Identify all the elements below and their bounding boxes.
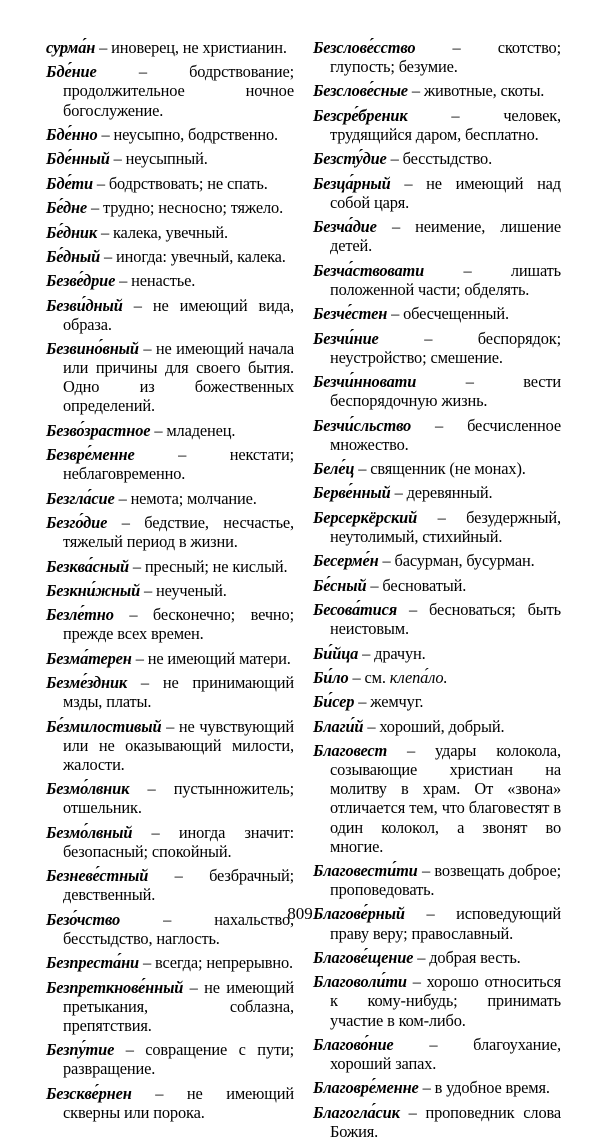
entry-definition: – хорошо относиться к кому-нибудь; принимать участие в ком-либо. (330, 972, 561, 1030)
dictionary-entry (313, 600, 561, 638)
entry-definition: – бесчисленное множество. (330, 415, 561, 454)
entry-term: Безсту́дие (313, 149, 387, 169)
entry-definition: – вести беспорядочную жизнь. (330, 372, 561, 411)
entry-definition: – не имеющий претыкания, соблазна, препятствия. (63, 977, 294, 1035)
dictionary-entry (313, 459, 561, 478)
dictionary-entry (46, 271, 294, 290)
dictionary-entry (46, 339, 294, 415)
dictionary-entry (313, 1035, 561, 1073)
dictionary-entry (46, 953, 294, 972)
entry-term: Безви́дный (46, 295, 123, 315)
entry-term: Безме́здник (46, 673, 128, 693)
entry-definition: – не имеющий вида, образа. (63, 295, 294, 334)
entry-term: Би́ло (313, 667, 349, 687)
dictionary-entry (46, 445, 294, 483)
entry-definition: – исповедующий праву веру; православный. (330, 904, 561, 943)
entry-definition: – бодрствование; продолжительное ночное богослужение. (63, 62, 294, 120)
entry-definition: – бодрствовать; не спать. (92, 173, 268, 193)
entry-definition: – животные, скоты. (407, 81, 545, 101)
entry-term: Бе́дный (46, 246, 101, 266)
dictionary-entry (46, 717, 294, 774)
entry-term: Благи́й (313, 716, 364, 736)
entry-term: Би́йца (313, 643, 359, 663)
entry-definition: – совращение с пути; развращение. (63, 1040, 294, 1079)
entry-definition: – не принимающий мзды, платы. (63, 673, 294, 712)
dictionary-entry (46, 649, 294, 668)
dictionary-entry (313, 861, 561, 899)
dictionary-entry (313, 644, 561, 663)
entry-definition: – благоухание, хороший запах. (330, 1034, 561, 1074)
entry-definition: – скотство; глупость; безумие. (330, 38, 561, 77)
dictionary-entry (46, 198, 294, 217)
dictionary-entry (46, 296, 294, 334)
entry-definition: – всегда; непрерывно. (139, 953, 293, 973)
entry-term: Благоволи́ти (313, 972, 407, 992)
dictionary-entry (46, 978, 294, 1035)
entry-term: Бде́нно (46, 124, 98, 144)
entry-term: Би́сер (313, 692, 355, 712)
dictionary-entry (313, 174, 561, 212)
dictionary-entry (46, 1084, 294, 1122)
entry-definition: – трудно; несносно; тяжело. (87, 198, 284, 218)
right-column (313, 38, 561, 1146)
dictionary-entry (46, 174, 294, 193)
entry-definition: – не имеющий скверны или порока. (63, 1083, 294, 1122)
entry-definition: – нахальство, бесстыдство, наглость. (63, 909, 294, 948)
entry-definition: – бесстыдство. (386, 149, 493, 169)
dictionary-entry (46, 866, 294, 904)
entry-term: Безслове́сные (313, 81, 408, 101)
entry-term: Бе́дне (46, 198, 88, 218)
entry-term: Безпреста́ни (46, 953, 140, 973)
entry-term: Берсеркёрский (313, 507, 418, 527)
entry-term: Бе́дник (46, 222, 98, 242)
entry-term: Бде́ние (46, 62, 97, 82)
dictionary-entry (313, 329, 561, 367)
entry-definition: – ненастье. (115, 271, 196, 291)
dictionary-entry (46, 223, 294, 242)
dictionary-entry (46, 38, 294, 57)
entry-term: Безневе́стный (46, 866, 149, 886)
entry-term: Безца́рный (313, 173, 391, 193)
dictionary-entry (46, 673, 294, 711)
dictionary-entry (313, 948, 561, 967)
entry-definition: – хороший, добрый. (363, 716, 505, 736)
entry-term: Бе́сный (313, 575, 367, 595)
dictionary-entry (313, 717, 561, 736)
entry-term: Благогла́сик (313, 1102, 400, 1122)
entry-term: Безчи́ние (313, 328, 379, 348)
left-column (46, 38, 294, 1127)
dictionary-entry (46, 149, 294, 168)
entry-definition: – пустынножитель; отшельник. (63, 779, 294, 818)
entry-definition: – безудержный, неутолимый, стихийный. (330, 507, 561, 546)
entry-term: Беле́ц (313, 459, 355, 479)
entry-term: Безпреткнове́нный (46, 977, 184, 997)
entry-definition: – бедствие, несчастье, тяжелый период в жизни. (63, 513, 294, 552)
entry-definition: – человек, трудящийся даром, бесплатно. (330, 105, 561, 144)
dictionary-entry (46, 1040, 294, 1078)
entry-definition: – бесноваться; быть неистовым. (330, 600, 561, 639)
entry-term: Благове́рный (313, 904, 405, 924)
dictionary-entry (313, 972, 561, 1029)
dictionary-entry (313, 106, 561, 144)
dictionary-entry (313, 576, 561, 595)
dictionary-entry (313, 668, 561, 687)
entry-definition: – возвещать доброе; проповедовать. (330, 861, 561, 900)
entry-definition: – удары колокола, созывающие христиан на молитву в храм. От «звона» отличается тем, что благовестят в один колокол, а звонят во многие. (330, 741, 561, 856)
entry-definition: – бесноватый. (366, 575, 467, 595)
dictionary-entry (313, 38, 561, 76)
entry-definition: – обесчещенный. (387, 304, 509, 324)
entry-definition: – жемчуг. (354, 692, 424, 712)
entry-definition: – деревянный. (390, 483, 493, 503)
dictionary-entry (46, 247, 294, 266)
entry-definition: – неимение, лишение детей. (330, 217, 561, 256)
dictionary-entry (313, 483, 561, 502)
entry-term: Безго́дие (46, 513, 108, 533)
entry-term: Безслове́сство (313, 38, 416, 57)
dictionary-entry (46, 779, 294, 817)
entry-definition: – безбрачный; девственный. (63, 866, 294, 905)
dictionary-entry (313, 149, 561, 168)
entry-term: Безчи́сльство (313, 415, 412, 435)
entry-term: Безгла́сие (46, 488, 115, 508)
entry-definition: – бесконечно; вечно; прежде всех времен. (63, 605, 294, 644)
entry-term: Безво́зрастное (46, 420, 151, 440)
entry-definition: – драчун. (358, 643, 426, 663)
entry-term: Безча́дие (313, 217, 377, 237)
entry-definition: – некстати; неблаговременно. (63, 445, 294, 484)
dictionary-entry (46, 62, 294, 119)
dictionary-entry (313, 416, 561, 454)
entry-term: Безмо́лвник (46, 779, 130, 799)
entry-term: Безчи́нновати (313, 372, 417, 392)
entry-term: Безсре́бреник (313, 105, 408, 125)
dictionary-entry (46, 421, 294, 440)
entry-term: Бесова́тися (313, 600, 398, 620)
dictionary-entry (46, 581, 294, 600)
entry-definition: – добрая весть. (413, 947, 521, 967)
entry-term: Безкни́жный (46, 581, 141, 600)
dictionary-entry (313, 217, 561, 255)
entry-term: Безвино́вный (46, 339, 139, 359)
entry-definition: – иногда: увечный, калека. (100, 246, 286, 266)
entry-term: Безква́сный (46, 556, 129, 576)
entry-definition: – см. (348, 667, 390, 687)
entry-definition: – священник (не монах). (354, 459, 526, 479)
entry-term: Безча́ствовати (313, 260, 425, 280)
entry-definition: – беспорядок; неустройство; смешение. (330, 328, 561, 367)
entry-term: Благове́щение (313, 947, 414, 967)
entry-term: Бе́змилостивый (46, 716, 162, 736)
dictionary-entry (313, 261, 561, 299)
entry-term: Безмо́лвный (46, 822, 133, 842)
entry-term: Безве́дрие (46, 271, 116, 291)
entry-definition: – калека, увечный. (97, 222, 228, 242)
entry-term: Безо́чство (46, 909, 120, 929)
entry-definition: – не имеющий над собой царя. (330, 173, 561, 212)
entry-definition: – лишать положенной части; обделять. (330, 260, 561, 299)
entry-definition: – не чувствующий или не оказывающий милости, жалости. (63, 716, 294, 774)
dictionary-entry (46, 489, 294, 508)
dictionary-entry (313, 692, 561, 711)
dictionary-entry (313, 304, 561, 323)
dictionary-entry (46, 513, 294, 551)
entry-definition: – иноверец, не христианин. (95, 38, 287, 57)
dictionary-entry (313, 372, 561, 410)
entry-definition: – неученый. (140, 581, 227, 600)
dictionary-entry (313, 741, 561, 856)
entry-term: Бде́нный (46, 149, 110, 169)
entry-definition: – басурман, бусурман. (378, 551, 535, 571)
entry-definition: – младенец. (150, 420, 236, 440)
entry-definition: – не имеющий начала или причины для своего бытия. Одно из божественных определений. (63, 339, 294, 416)
dictionary-entry (313, 1103, 561, 1141)
entry-term: Благовре́менне (313, 1078, 419, 1098)
entry-term: Благовести́ти (313, 861, 418, 880)
entry-term: Безскве́рнен (46, 1083, 132, 1103)
entry-definition: – в удобное время. (418, 1078, 550, 1098)
entry-term: Благово́ние (313, 1034, 394, 1054)
dictionary-entry (313, 551, 561, 570)
entry-term: Берве́нный (313, 483, 391, 503)
dictionary-entry (313, 508, 561, 546)
entry-definition: – не имеющий матери. (131, 648, 291, 668)
dictionary-entry (313, 1078, 561, 1097)
entry-definition: – пресный; не кислый. (128, 556, 288, 576)
dictionary-entry (46, 125, 294, 144)
entry-term: Бесерме́н (313, 551, 379, 571)
entry-definition: – проповедник слова Божия. (330, 1102, 561, 1141)
entry-definition: – иногда значит: безопасный; спокойный. (63, 822, 294, 861)
dictionary-entry (46, 823, 294, 861)
page-number: 809 (287, 904, 313, 923)
entry-term: Безма́терен (46, 648, 132, 668)
entry-term: Бде́ти (46, 173, 93, 193)
entry-definition: – немота; молчание. (114, 488, 257, 508)
entry-cross-reference: клепа́ло. (389, 667, 448, 687)
entry-term: Безче́стен (313, 304, 388, 324)
entry-term: Безле́тно (46, 605, 114, 625)
dictionary-entry (313, 81, 561, 100)
entry-definition: – неусыпный. (109, 149, 208, 169)
entry-term: Благовест (313, 741, 388, 761)
dictionary-entry (46, 605, 294, 643)
dictionary-entry (46, 557, 294, 576)
entry-term: Безпу́тие (46, 1040, 115, 1060)
entry-term: Безвре́менне (46, 445, 135, 465)
entry-term: сурма́н (46, 38, 96, 57)
entry-definition: – неусыпно, бодрственно. (97, 124, 278, 144)
